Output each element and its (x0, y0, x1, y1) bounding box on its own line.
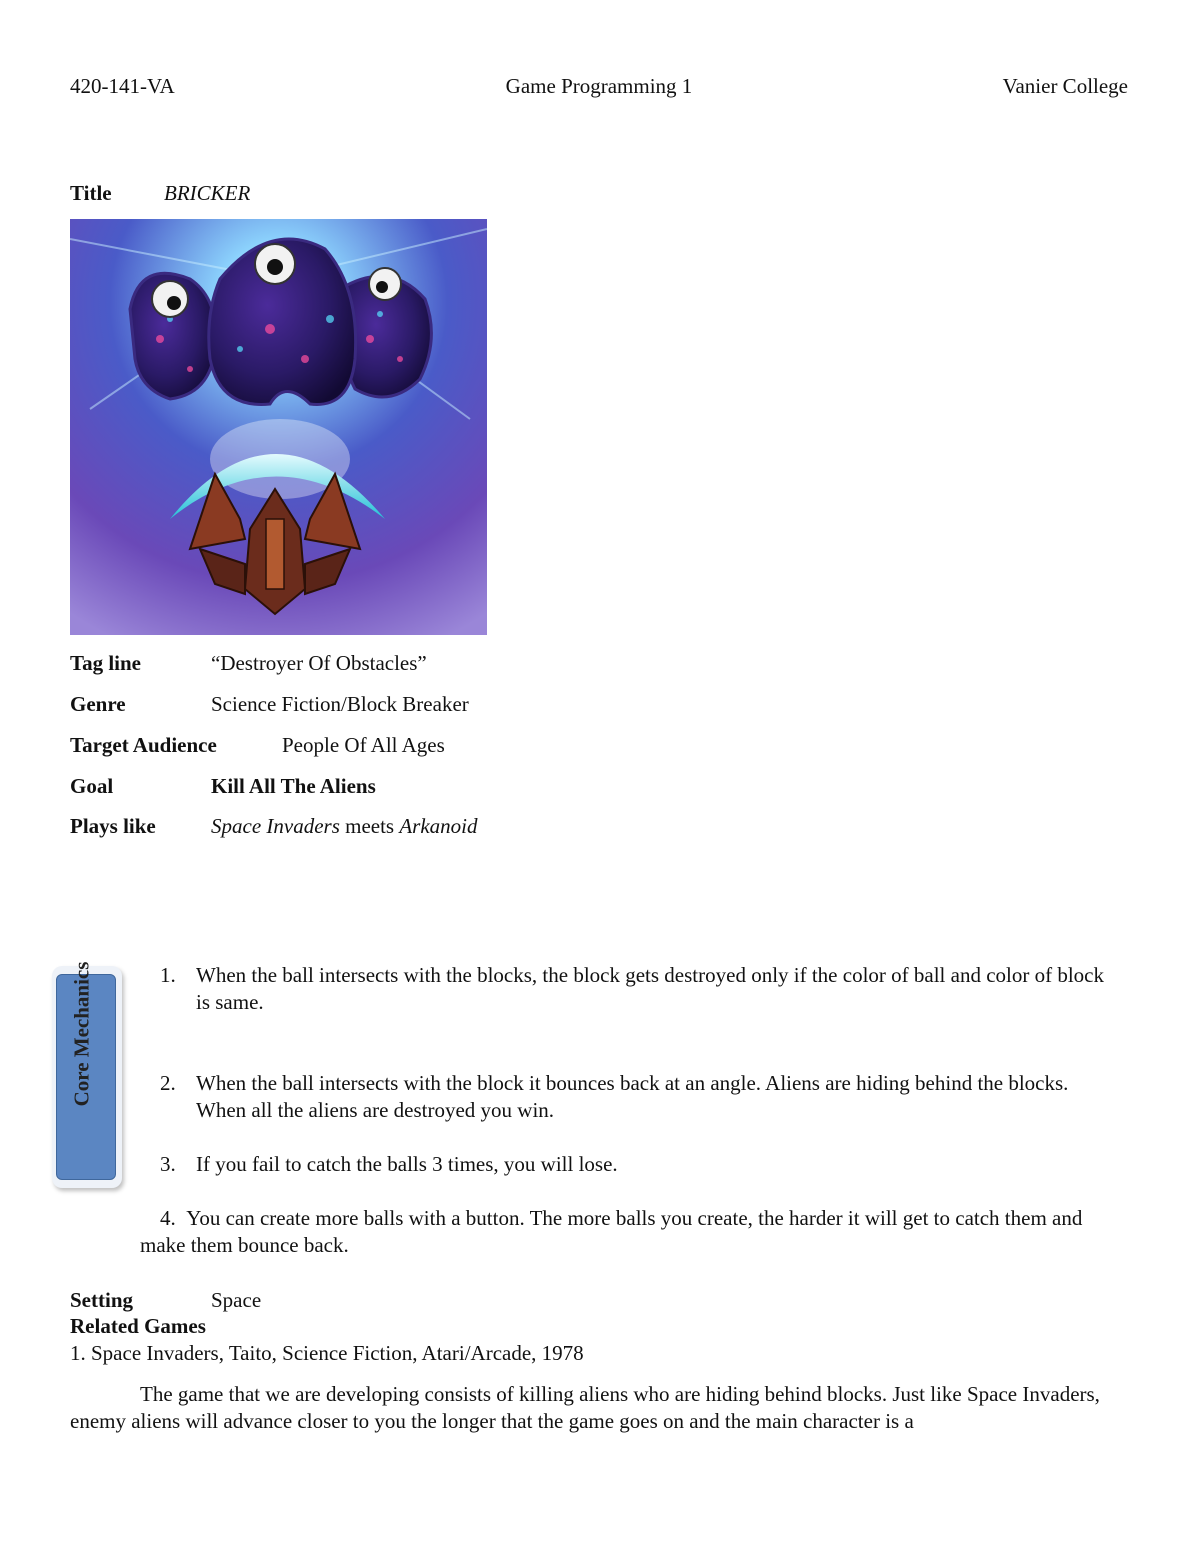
mechanic-item (160, 1070, 1120, 1124)
mechanic-number: 4. (160, 1206, 176, 1230)
goal-value: Kill All The Aliens (211, 774, 376, 798)
tagline-label: Tag line (70, 651, 141, 675)
course-name: Game Programming 1 (505, 74, 693, 98)
mechanic-number: 3. (160, 1152, 176, 1176)
audience-label: Target Audience (70, 733, 217, 757)
mechanic-text: When the ball intersects with the blocks, the block gets destroyed only if the color of ball and color of block is same. (196, 963, 1105, 1014)
description-paragraph: The game that we are developing consists of killing aliens who are hiding behind blocks. Just like Space Invaders, enemy aliens will advance closer to you the longer that the game goes on and the main character is a (70, 1382, 1100, 1433)
mechanic-item (160, 962, 1120, 1016)
mechanic-text: You can create more balls with a button. The more balls you create, the harder it will get to catch them and make them bounce back. (140, 1206, 1083, 1257)
related-games-heading: Related Games (70, 1314, 206, 1338)
goal-label: Goal (70, 774, 114, 798)
plays-like-game2: Arkanoid (399, 814, 478, 838)
game-cover-art-icon (70, 219, 487, 635)
setting-label: Setting (70, 1288, 133, 1312)
plays-like-label: Plays like (70, 814, 156, 838)
plays-like-value (211, 814, 478, 839)
mechanic-item (160, 1151, 1120, 1178)
plays-like-game1: Space Invaders (211, 814, 340, 838)
audience-value: People Of All Ages (282, 733, 445, 757)
related-game-item: 1. Space Invaders, Taito, Science Fiction, Atari/Arcade, 1978 (70, 1341, 584, 1365)
title-value: BRICKER (164, 181, 251, 205)
mechanic-item (140, 1205, 1120, 1259)
genre-label: Genre (70, 692, 126, 716)
tagline-value: “Destroyer Of Obstacles” (211, 651, 427, 675)
mechanic-text: When the ball intersects with the block it bounces back at an angle. Aliens are hiding behind the blocks. When all the aliens are destroyed you win. (196, 1071, 1069, 1122)
school-name: Vanier College (1002, 74, 1128, 98)
page-header (70, 74, 1128, 102)
mechanic-number: 2. (160, 1071, 176, 1095)
title-label: Title (70, 181, 112, 205)
mechanic-text: If you fail to catch the balls 3 times, you will lose. (196, 1152, 618, 1176)
core-mechanics-label: Core Mechanics (69, 961, 94, 1107)
course-code: 420-141-VA (70, 74, 175, 98)
genre-value: Science Fiction/Block Breaker (211, 692, 469, 716)
mechanic-number: 1. (160, 963, 176, 987)
setting-value: Space (211, 1288, 262, 1312)
plays-like-connector: meets (339, 814, 400, 838)
